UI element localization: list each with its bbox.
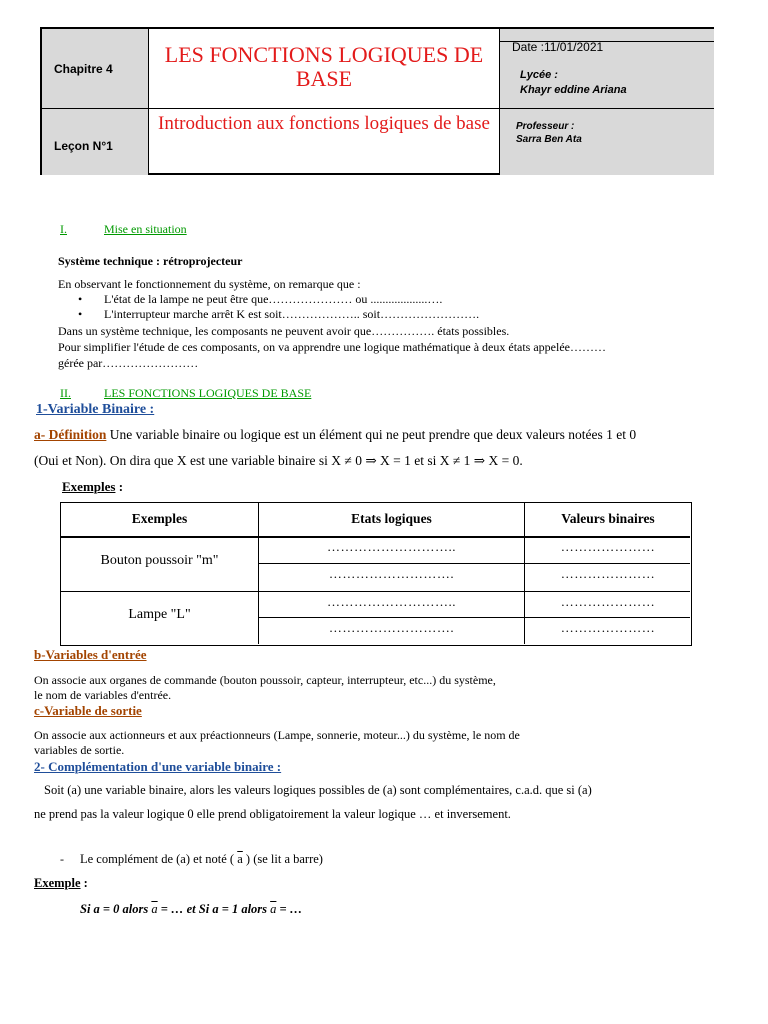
bullet-icon: •: [78, 307, 83, 321]
examples-table: [60, 502, 692, 646]
examples-label: Exemples: [62, 479, 116, 494]
complement-text-2: ne prend pas la valeur logique 0 elle prend obligatoirement la valeur logique … et inversement.: [34, 807, 511, 821]
section2-number: II.: [60, 386, 71, 400]
formula-part: = … et Si a = 1 alors: [157, 902, 271, 916]
complement-title: 2- Complémentation d'une variable binaire :: [34, 759, 282, 774]
system-label: Système technique : rétroprojecteur: [58, 254, 243, 268]
notation-suffix: ) (se lit a barre): [245, 852, 323, 866]
notation-variable: $\overline{a}$: [237, 852, 243, 866]
bullet-item: L'état de la lampe ne peut être que………………… ou ...................….: [104, 292, 443, 306]
section1-number: I.: [60, 222, 67, 236]
subtitle: Introduction aux fonctions logiques de base: [158, 113, 490, 134]
section1-title: Mise en situation: [104, 222, 187, 236]
formula-part: = …: [276, 902, 303, 916]
line-managed: gérée par……………………: [58, 356, 199, 370]
lesson-label: Leçon N°1: [54, 139, 113, 153]
examples-heading: [62, 479, 123, 495]
state-cell: ……………………….: [328, 620, 455, 635]
col-header-examples: Exemples: [131, 511, 188, 526]
col-header-values: Valeurs binaires: [561, 511, 655, 526]
value-cell: …………………: [560, 620, 656, 635]
complement-text-1: Soit (a) une variable binaire, alors les valeurs logiques possibles de (a) sont complémentaires, c.a.d. que si (a): [44, 783, 592, 797]
date-label: Date :11/01/2021: [512, 40, 604, 54]
prof-name: Sarra Ben Ata: [516, 134, 582, 145]
page-title: LES FONCTIONS LOGIQUES DE BASE: [164, 42, 484, 91]
header-table: [40, 27, 714, 175]
bullet-item: L'interrupteur marche arrêt K est soit……………….. soit…………………….: [104, 307, 480, 321]
binary-variable-title: 1-Variable Binaire :: [36, 402, 155, 417]
complement-notation: [80, 852, 323, 867]
examples-colon: :: [115, 479, 124, 494]
prof-label: Professeur :: [516, 121, 575, 132]
example-colon: :: [80, 876, 88, 890]
inputs-text-1: On associe aux organes de commande (bouton poussoir, capteur, interrupteur, etc...) du système,: [34, 673, 496, 687]
line-states: Dans un système technique, les composants ne peuvent avoir que……………. états possibles.: [58, 324, 510, 338]
intro-text: En observant le fonctionnement du système, on remarque que :: [58, 277, 361, 291]
outputs-title: c-Variable de sortie: [34, 703, 142, 718]
formula-part: Si a = 0 alors: [80, 902, 152, 916]
definition-text-2: (Oui et Non). On dira que X est une variable binaire si X ≠ 0 ⇒ X = 1 et si X ≠ 1 ⇒ X = 0.: [34, 453, 523, 468]
section2-title: LES FONCTIONS LOGIQUES DE BASE: [104, 386, 312, 400]
notation-prefix: Le complément de (a) et noté (: [80, 852, 235, 866]
line-logic: Pour simplifier l'étude de ces composants, on va apprendre une logique mathématique à deux états appelée………: [58, 340, 606, 354]
value-cell: …………………: [560, 566, 656, 581]
inputs-text-2: le nom de variables d'entrée.: [34, 688, 172, 702]
value-cell: …………………: [560, 539, 656, 554]
lycee-label: Lycée :: [520, 69, 558, 81]
state-cell: ………………………..: [327, 539, 456, 554]
definition-text: Une variable binaire ou logique est un élément qui ne peut prendre que deux valeurs notées 1 et 0: [106, 427, 637, 442]
formula-var: $\overline{a}$: [151, 902, 158, 916]
bullet-icon: •: [78, 292, 83, 306]
example-heading: [34, 876, 88, 891]
state-cell: ………………………..: [327, 594, 456, 609]
state-cell: ……………………….: [328, 566, 455, 581]
dash-marker: -: [60, 852, 64, 866]
definition-line: [34, 427, 636, 443]
value-cell: …………………: [560, 594, 656, 609]
row-label-button: Bouton poussoir "m": [100, 553, 219, 568]
col-header-states: Etats logiques: [351, 511, 432, 526]
definition-label: a- Définition: [34, 427, 107, 442]
example-formula: [80, 902, 302, 917]
outputs-text-2: variables de sortie.: [34, 743, 125, 757]
inputs-title: b-Variables d'entrée: [34, 647, 147, 662]
outputs-text-1: On associe aux actionneurs et aux préactionneurs (Lampe, sonnerie, moteur...) du système, le nom de: [34, 728, 520, 742]
chapter-label: Chapitre 4: [54, 62, 113, 76]
example-label: Exemple: [34, 876, 81, 890]
row-label-lamp: Lampe "L": [128, 607, 191, 622]
lycee-name: Khayr eddine Ariana: [520, 84, 627, 96]
formula-var: $\overline{a}$: [270, 902, 277, 916]
